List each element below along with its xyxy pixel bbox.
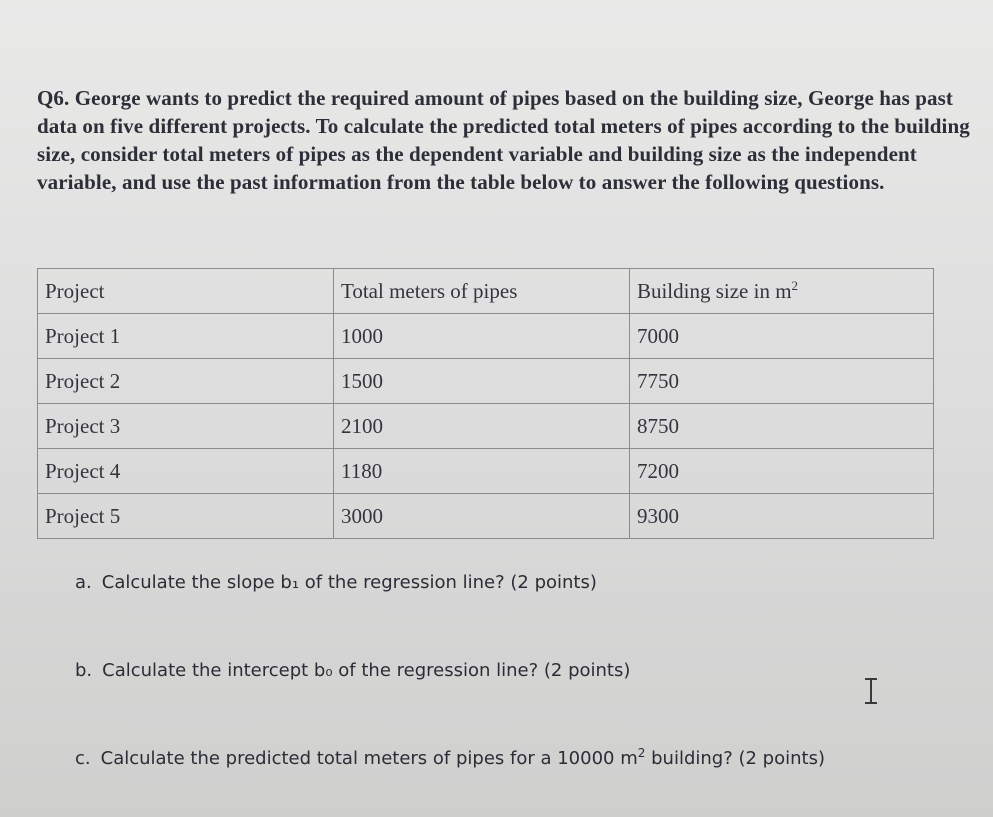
subquestion-c [75,748,825,769]
cell-pipes: 1500 [333,359,629,404]
cell-pipes: 1000 [333,314,629,359]
cell-size: 9300 [629,494,933,539]
question-text: George wants to predict the required amount of pipes based on the building size, George has past data on five different projects. To calculate the predicted total meters of pipes according to the building size, consider total meters of pipes as the dependent variable and building size as the independent variable, and use the past information from the table below to answer the following questions. [37,86,970,194]
subquestion-c-text-before: Calculate the predicted total meters of pipes for a 10000 m [100,748,638,769]
cell-size: 7750 [629,359,933,404]
cell-size: 7000 [629,314,933,359]
table-header-row [38,269,934,314]
cell-pipes: 3000 [333,494,629,539]
header-total-meters: Total meters of pipes [333,269,629,314]
cell-size: 8750 [629,404,933,449]
subquestion-a [75,572,597,593]
subquestion-a-label: a. [75,572,92,593]
cell-project: Project 4 [38,449,334,494]
table-row [38,494,934,539]
cell-project: Project 2 [38,359,334,404]
header-building-size [629,269,933,314]
table-row [38,359,934,404]
subquestion-c-superscript: 2 [637,746,646,760]
header-project: Project [38,269,334,314]
cell-project: Project 5 [38,494,334,539]
cell-project: Project 1 [38,314,334,359]
question-paragraph [37,84,972,196]
table-row [38,314,934,359]
cell-project: Project 3 [38,404,334,449]
subquestion-b-text: Calculate the intercept b₀ of the regression line? (2 points) [102,660,631,681]
project-data-table [37,268,934,539]
text-cursor-icon [862,677,880,705]
subquestion-c-text-after: building? (2 points) [645,748,825,769]
table-row [38,404,934,449]
header-superscript: 2 [791,277,799,293]
subquestion-b-label: b. [75,660,93,681]
cell-pipes: 2100 [333,404,629,449]
subquestion-b [75,660,630,681]
subquestion-a-text: Calculate the slope b₁ of the regression line? (2 points) [101,572,597,593]
header-building-size-text: Building size in m [636,278,792,303]
cell-size: 7200 [629,449,933,494]
table-row [38,449,934,494]
question-number: Q6. [37,86,70,110]
subquestion-c-label: c. [75,748,91,769]
cell-pipes: 1180 [333,449,629,494]
